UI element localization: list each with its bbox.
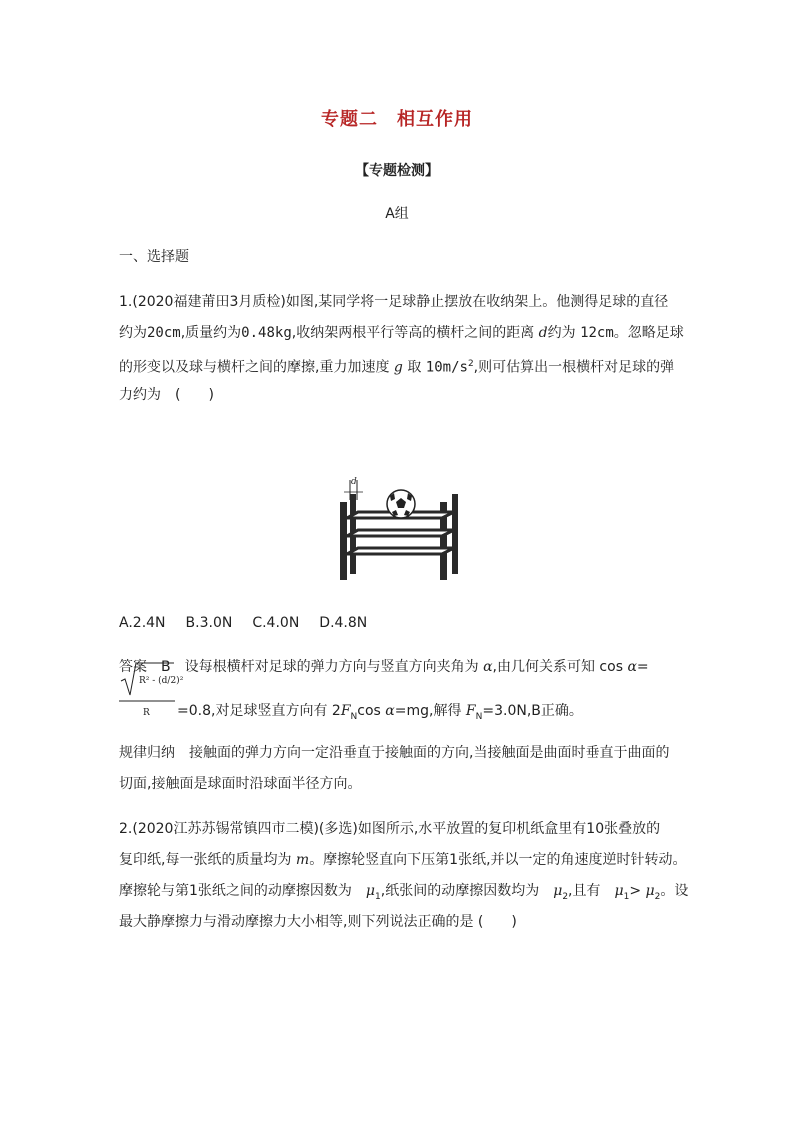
alpha: α [483, 659, 493, 675]
section-label: 【专题检测】 [355, 163, 439, 179]
figure-label-d: d [351, 477, 357, 487]
mu: μ [614, 883, 624, 899]
alpha: α [627, 659, 637, 675]
rack-illustration [330, 474, 460, 584]
q2-text: > [629, 883, 646, 899]
q1-line3 [119, 354, 674, 378]
frac-numerator: R² - (d/2)² [139, 676, 184, 686]
sqrt-fraction [119, 655, 184, 718]
mu-sub: 2 [562, 891, 569, 902]
q1-answer-line1 [119, 657, 649, 677]
answer-text: =3.0N,B正确。 [482, 703, 583, 719]
q1-mass: 0.48kg [241, 325, 292, 341]
q2-text: 。设 [660, 883, 689, 899]
group-label: A组 [385, 206, 409, 222]
q2-text: 复印纸,每一张纸的质量均为 [119, 852, 296, 868]
answer-text: =mg [394, 703, 430, 719]
mu: μ [645, 883, 655, 899]
q1-var-d: d [538, 325, 548, 341]
mu-sub: 2 [654, 891, 661, 902]
answer-text: ,由几何关系可知 cos [492, 659, 628, 675]
q2-text: 摩擦轮与第1张纸之间的动摩擦因数为 [119, 883, 366, 899]
force-F: F [465, 703, 476, 719]
choice-d[interactable]: D.4.8N [319, 615, 368, 631]
q1-text: ,质量约为 [180, 325, 242, 341]
answer-text: = [636, 659, 649, 675]
q1-var-g: g [393, 359, 403, 376]
choice-b[interactable]: B.3.0N [185, 615, 233, 631]
sqrt-formula [119, 655, 184, 718]
q1-text: 约为 [119, 325, 147, 341]
q1-text: ,收纳架两根平行等高的横杆之间的距离 [291, 325, 539, 341]
force-sub: N [350, 711, 358, 722]
q1-line2 [119, 323, 684, 343]
q2-text: 。摩擦轮竖直向下压第1张纸,并以一定的角速度逆时针转动。 [309, 852, 687, 868]
q2-line4: 最大静摩擦力与滑动摩擦力大小相等,则下列说法正确的是 ( ) [119, 914, 517, 930]
mu-sub: 1 [375, 891, 381, 902]
page-title: 专题二 相互作用 [321, 109, 473, 130]
frac-denominator: R [143, 708, 150, 718]
mu: μ [553, 883, 563, 899]
alpha: α [385, 703, 395, 719]
q2-var-m: m [295, 852, 310, 868]
rule-line2: 切面,接触面是球面时沿球面半径方向。 [119, 776, 362, 792]
answer-text: =0.8,对足球竖直方向有 2 [177, 703, 341, 719]
q1-diameter: 20cm [147, 325, 181, 341]
choice-a[interactable]: A.2.4N [119, 615, 166, 631]
football-icon [387, 490, 415, 518]
answer-text: cos [357, 703, 386, 719]
q1-line4: 力约为 ( ) [119, 387, 214, 403]
choice-c[interactable]: C.4.0N [252, 615, 300, 631]
mu-sub: 1 [623, 891, 630, 902]
q2-line3 [119, 881, 688, 907]
q1-answer-line2 [177, 701, 583, 727]
q1-text: 取 [402, 359, 426, 376]
q2-line1: 2.(2020江苏苏锡常镇四市二模)(多选)如图所示,水平放置的复印机纸盒里有10张叠放的 [119, 821, 661, 837]
q1-distance: 12cm [580, 325, 614, 341]
q1-text: ,则可估算出一根横杆对足球的弹 [473, 359, 675, 376]
q1-text: 的形变以及球与横杆之间的摩擦,重力加速度 [119, 359, 394, 376]
rack-figure [330, 474, 460, 584]
part-heading: 一、选择题 [119, 249, 189, 265]
force-F: F [340, 703, 351, 719]
q1-line1: 1.(2020福建莆田3月质检)如图,某同学将一足球静止摆放在收纳架上。他测得足球的直径 [119, 294, 669, 310]
q1-text: 约为 [547, 325, 581, 341]
q2-line2 [119, 850, 687, 870]
q1-sup: 2 [467, 359, 474, 369]
q2-text: ,纸张间的动摩擦因数均为 [380, 883, 554, 899]
rule-line1: 规律归纳 接触面的弹力方向一定沿垂直于接触面的方向,当接触面是曲面时垂直于曲面的 [119, 745, 670, 761]
mu: μ [365, 883, 376, 899]
q1-choices [119, 613, 387, 633]
q1-text: 。忽略足球 [613, 325, 684, 341]
q1-gravity: 10m/s [425, 359, 468, 376]
answer-text: 答案 B 设每根横杆对足球的弹力方向与竖直方向夹角为 [119, 659, 484, 675]
q2-text: ,且有 [568, 883, 615, 899]
answer-text: ,解得 [429, 703, 466, 719]
force-sub: N [475, 711, 483, 722]
